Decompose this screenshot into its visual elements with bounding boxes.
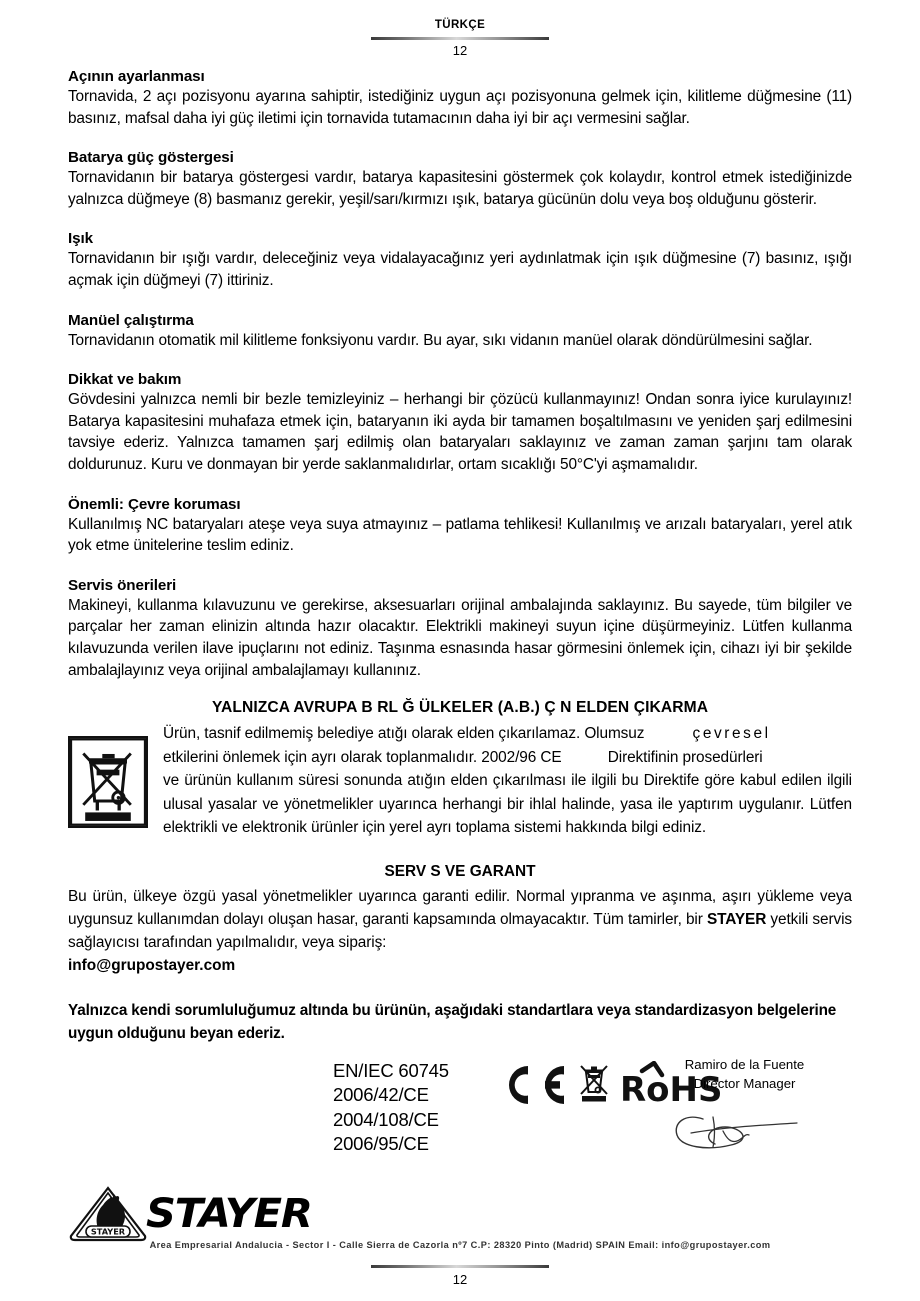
stayer-badge-text: STAYER	[90, 1226, 126, 1237]
service-brand-name: STAYER	[706, 910, 767, 928]
section-paragraph: Kullanılmış NC bataryaları ateşe veya suya atmayınız – patlama tehlikesi! Kullanılmış ve arızalı bataryaları, yerel atık yok etme ünitelerine teslim ediniz.	[68, 515, 852, 555]
section-light	[68, 229, 852, 291]
section-battery-indicator	[68, 148, 852, 210]
stayer-horse-badge-icon	[68, 1186, 148, 1242]
ce-mark-icon	[498, 1062, 568, 1108]
weee-heading: YALNIZCA AVRUPA B RL Ğ ÜLKELER (A.B.) Ç N ELDEN ÇIKARMA	[211, 699, 709, 717]
header-page-number: 12	[452, 43, 468, 58]
service-warranty-heading: SERV S VE GARANT	[384, 862, 536, 880]
standards-and-marks-row	[68, 1055, 852, 1183]
stayer-logo	[68, 1186, 312, 1242]
section-paragraph: Gövdesini yalnızca nemli bir bezle temizleyiniz – herhangi bir çözücü kullanmayınız! Ondan sonra iyice kurulayınız! Batarya kapasitesini muhafaza etmek için, bataryanın iki ayda bir tamamen boşaltılmasını ve yeniden şarj edilmesini tavsiye ederiz. Yalnızca tamamen şarj edilmiş olan bataryaları saklayınız ve zaman zaman şarjını tam olarak doldurunuz. Kuru ve donmayan bir yerde saklanmalıdırlar, ortam sıcaklığı 50°C'yi aşmamalıdır.	[68, 391, 852, 473]
section-heading: Işık	[68, 230, 93, 248]
section-heading: Manüel çalıştırma	[68, 311, 194, 329]
svg-text:RoHS: RoHS	[620, 1069, 723, 1109]
section-paragraph: Tornavidanın otomatik mil kilitleme fonksiyonu vardır. Bu ayar, sıkı vidanın manüel olarak döndürülmesini sağlar.	[68, 331, 813, 349]
signatory-role: Director Manager	[693, 1075, 796, 1091]
crossed-out-wheelie-bin-icon	[68, 736, 148, 828]
standard-item: 2006/42/CE	[333, 1084, 429, 1106]
conformity-declaration-text: Yalnızca kendi sorumluluğumuz altında bu ürünün, aşağıdaki standartlara veya standardizasyon belgelerine uygun olduğunu beyan ederiz.	[68, 1001, 837, 1042]
standards-list	[333, 1059, 449, 1157]
section-paragraph: Tornavida, 2 açı pozisyonu ayarına sahiptir, istediğiniz uygun açı pozisyonuna gelmek için, kilitleme düğmesine (11) basınız, mafsal daha iyi güç iletimi için tornavida tutamacının daha iyi bir açı vermesini sağlar.	[68, 88, 852, 127]
standard-item: EN/IEC 60745	[333, 1059, 449, 1081]
signatory-name: Ramiro de la Fuente	[684, 1056, 805, 1072]
document-body	[68, 67, 852, 1183]
weee-line2-a: etkilerini önlemek için ayrı olarak toplanmalıdır. 2002/96 CE	[163, 748, 562, 766]
page-header	[68, 0, 852, 59]
footer-page-number: 12	[452, 1272, 468, 1287]
weee-line1-b: çevresel	[692, 725, 771, 743]
weee-rest-paragraph: ve ürünün kullanım süresi sonunda atığın elden çıkarılması ile ilgili bu Direktife göre kabul edilen ilgili ulusal yasalar ve yönetmelikler uyarınca herhangi bir ihlal halinde, yasa ile yaptırım uygulanır. Lütfen elektrikli ve elektronik ürünler için yerel ayrı toplama sistemi hakkında bilgi ediniz.	[163, 772, 852, 837]
service-email: info@grupostayer.com	[68, 956, 236, 974]
service-warranty-section	[68, 862, 852, 977]
section-environmental-protection	[68, 495, 852, 557]
service-warranty-paragraph	[68, 885, 852, 954]
weee-line1-a: Ürün, tasnif edilmemiş belediye atığı olarak elden çıkarılamaz. Olumsuz	[163, 725, 645, 743]
section-heading: Dikkat ve bakım	[68, 371, 182, 389]
section-heading: Servis önerileri	[68, 576, 177, 594]
weee-icon-container	[68, 722, 151, 828]
header-divider-rule	[371, 37, 549, 40]
signature-block	[637, 1055, 852, 1162]
footer-divider-rule	[371, 1265, 549, 1268]
section-manual-operation	[68, 311, 852, 352]
section-paragraph: Makineyi, kullanma kılavuzunu ve gerekirse, aksesuarları orijinal ambalajında saklayınız. Bu sayede, tüm bilgiler ve parçalar her zaman elinizin altında hazır olacaktır. Elektrikli makineyi suyun içine düşürmeyiniz. Lütfen kullanma kılavuzunda verilen ilave ipuçlarını not ediniz. Taşınma esnasında hasar görmesini önlemek için, cihazı iyi bir şekilde ambalajlayınız veya orijinal ambalajlamayı kullanınız.	[68, 596, 852, 679]
footer-company-address: Area Empresarial Andalucia - Sector I - Calle Sierra de Cazorla nº7 C.P: 28320 Pinto (Madrid) SPAIN Email: info@grupostayer.com	[149, 1240, 771, 1250]
standard-item: 2004/108/CE	[333, 1108, 439, 1130]
header-language-label: TÜRKÇE	[434, 19, 486, 31]
section-paragraph: Tornavidanın bir batarya göstergesi vardır, batarya kapasitesini göstermek çok kolaydır, kontrol etmek istediğinizde yalnızca düğmeye (8) basmanız gerekir, yeşil/sarı/kırmızı ışık, batarya gücünün dolu veya boş olduğunu gösterir.	[68, 169, 852, 208]
service-text-part1: Bu ürün, ülkeye özgü yasal yönetmelikler uyarınca garanti edilir. Normal yıpranma ve aşınma, aşırı yükleme veya uygunsuz kullanımdan dolayı oluşan hasar, garanti kapsamında olmayacaktır. Tüm tamirler, bir	[68, 887, 852, 928]
section-service-recommendations	[68, 576, 852, 681]
section-heading: Batarya güç göstergesi	[68, 149, 234, 167]
crossed-out-wheelie-bin-icon	[577, 1062, 611, 1108]
section-angle-adjustment	[68, 67, 852, 129]
stayer-wordmark: STAYER	[146, 1191, 312, 1237]
weee-disposal-section	[68, 698, 852, 840]
handwritten-signature	[645, 1097, 845, 1157]
section-heading: Önemli: Çevre koruması	[68, 495, 241, 513]
service-text-part2: yetkili servis sağlayıcısı tarafından yapılmalıdır, veya sipariş:	[68, 910, 852, 951]
weee-text-block	[151, 722, 852, 840]
section-care-maintenance	[68, 370, 852, 475]
standard-item: 2006/95/CE	[333, 1133, 429, 1155]
section-heading: Açının ayarlanması	[68, 68, 205, 85]
section-paragraph: Tornavidanın bir ışığı vardır, deleceğiniz veya vidalayacağınız yeri aydınlatmak için ışık düğmesine (7) basınız, ışığı açmak için düğmeyi (7) ittiriniz.	[68, 250, 852, 289]
weee-line2-b: Direktifinin prosedürleri	[607, 748, 763, 766]
